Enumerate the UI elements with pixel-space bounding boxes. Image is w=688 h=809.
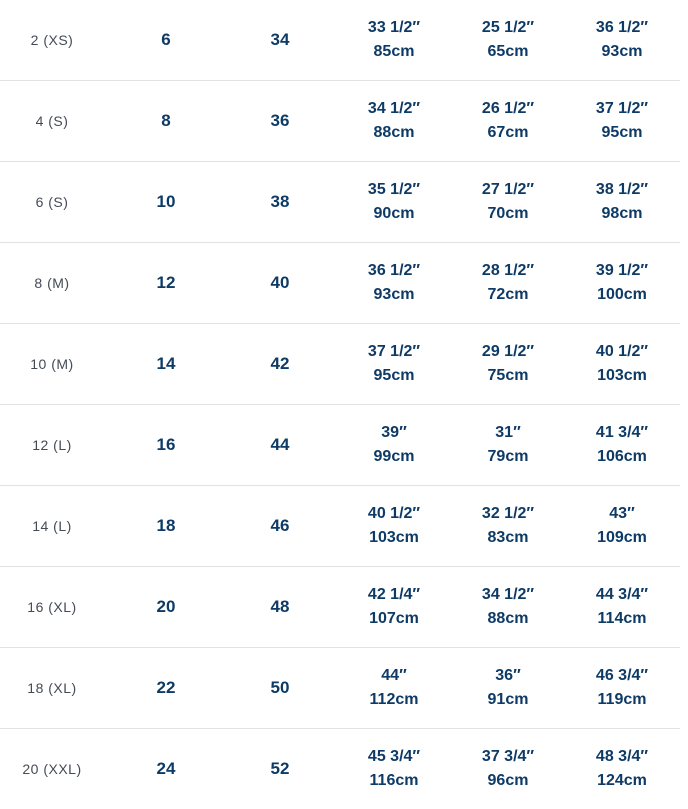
hip-inches: 37 1/2″ <box>595 100 649 117</box>
bust-measurement <box>344 0 444 80</box>
uk-size: 18 <box>156 516 176 535</box>
hip-inches: 46 3/4″ <box>595 667 649 684</box>
hip-measurement <box>572 405 672 485</box>
bust-inches: 39″ <box>381 424 407 441</box>
hip-inches: 48 3/4″ <box>595 748 649 765</box>
bust-cm: 112cm <box>369 691 419 708</box>
bust-measurement <box>344 405 444 485</box>
hip-cm: 114cm <box>597 610 647 627</box>
waist-cm: 72cm <box>487 286 529 303</box>
waist-measurement <box>458 162 558 242</box>
hip-cm: 93cm <box>601 43 643 60</box>
hip-inches: 41 3/4″ <box>595 424 649 441</box>
hip-inches: 39 1/2″ <box>595 262 649 279</box>
hip-measurement <box>572 243 672 323</box>
size-label: 18 (XL) <box>27 680 77 696</box>
waist-measurement <box>458 324 558 404</box>
waist-inches: 26 1/2″ <box>481 100 535 117</box>
size-label: 8 (M) <box>34 275 70 291</box>
waist-inches: 27 1/2″ <box>481 181 535 198</box>
bust-cm: 93cm <box>373 286 415 303</box>
waist-measurement <box>458 648 558 728</box>
bust-inches: 45 3/4″ <box>367 748 421 765</box>
waist-inches: 32 1/2″ <box>481 505 535 522</box>
bust-measurement <box>344 243 444 323</box>
hip-cm: 98cm <box>601 205 643 222</box>
table-row <box>0 243 680 324</box>
hip-measurement <box>572 486 672 566</box>
waist-measurement <box>458 243 558 323</box>
bust-inches: 42 1/4″ <box>367 586 421 603</box>
waist-measurement <box>458 0 558 80</box>
waist-inches: 34 1/2″ <box>481 586 535 603</box>
size-label: 10 (M) <box>30 356 74 372</box>
table-row <box>0 567 680 648</box>
eu-size: 34 <box>270 30 290 49</box>
uk-size: 22 <box>156 678 176 697</box>
eu-size: 36 <box>270 111 290 130</box>
hip-cm: 95cm <box>601 124 643 141</box>
table-row <box>0 162 680 243</box>
uk-size: 6 <box>161 30 171 49</box>
bust-measurement <box>344 162 444 242</box>
bust-measurement <box>344 567 444 647</box>
bust-cm: 90cm <box>373 205 415 222</box>
bust-measurement <box>344 81 444 161</box>
waist-inches: 37 3/4″ <box>481 748 535 765</box>
uk-size: 20 <box>156 597 176 616</box>
bust-measurement <box>344 648 444 728</box>
hip-inches: 36 1/2″ <box>595 19 649 36</box>
table-row <box>0 486 680 567</box>
bust-cm: 88cm <box>373 124 415 141</box>
bust-cm: 85cm <box>373 43 415 60</box>
bust-measurement <box>344 729 444 809</box>
waist-measurement <box>458 567 558 647</box>
hip-measurement <box>572 567 672 647</box>
waist-cm: 91cm <box>487 691 529 708</box>
bust-measurement <box>344 486 444 566</box>
bust-inches: 44″ <box>381 667 407 684</box>
uk-size: 16 <box>156 435 176 454</box>
bust-measurement <box>344 324 444 404</box>
waist-measurement <box>458 486 558 566</box>
waist-measurement <box>458 405 558 485</box>
waist-inches: 28 1/2″ <box>481 262 535 279</box>
eu-size: 44 <box>270 435 290 454</box>
waist-cm: 75cm <box>487 367 529 384</box>
table-row <box>0 81 680 162</box>
waist-measurement <box>458 81 558 161</box>
size-label: 2 (XS) <box>30 32 74 48</box>
waist-cm: 83cm <box>487 529 529 546</box>
bust-cm: 95cm <box>373 367 415 384</box>
size-label: 6 (S) <box>35 194 69 210</box>
hip-cm: 119cm <box>597 691 647 708</box>
bust-inches: 36 1/2″ <box>367 262 421 279</box>
waist-cm: 67cm <box>487 124 529 141</box>
table-row <box>0 324 680 405</box>
eu-size: 38 <box>270 192 290 211</box>
hip-inches: 44 3/4″ <box>595 586 649 603</box>
waist-cm: 79cm <box>487 448 529 465</box>
bust-cm: 99cm <box>373 448 415 465</box>
waist-cm: 65cm <box>487 43 529 60</box>
hip-measurement <box>572 648 672 728</box>
waist-cm: 70cm <box>487 205 529 222</box>
eu-size: 42 <box>270 354 290 373</box>
hip-inches: 38 1/2″ <box>595 181 649 198</box>
bust-inches: 33 1/2″ <box>367 19 421 36</box>
size-label: 20 (XXL) <box>22 761 82 777</box>
eu-size: 46 <box>270 516 290 535</box>
bust-cm: 116cm <box>369 772 419 789</box>
hip-cm: 106cm <box>597 448 647 465</box>
eu-size: 50 <box>270 678 290 697</box>
bust-cm: 103cm <box>369 529 419 546</box>
hip-measurement <box>572 729 672 809</box>
hip-cm: 124cm <box>597 772 647 789</box>
table-row <box>0 0 680 81</box>
hip-cm: 100cm <box>597 286 647 303</box>
hip-cm: 109cm <box>597 529 647 546</box>
uk-size: 24 <box>156 759 176 778</box>
waist-cm: 88cm <box>487 610 529 627</box>
waist-inches: 31″ <box>495 424 521 441</box>
hip-inches: 43″ <box>609 505 635 522</box>
uk-size: 12 <box>156 273 176 292</box>
hip-cm: 103cm <box>597 367 647 384</box>
size-label: 14 (L) <box>32 518 72 534</box>
waist-measurement <box>458 729 558 809</box>
eu-size: 52 <box>270 759 290 778</box>
bust-inches: 37 1/2″ <box>367 343 421 360</box>
waist-cm: 96cm <box>487 772 529 789</box>
waist-inches: 29 1/2″ <box>481 343 535 360</box>
waist-inches: 25 1/2″ <box>481 19 535 36</box>
uk-size: 10 <box>156 192 176 211</box>
hip-measurement <box>572 324 672 404</box>
table-row <box>0 729 680 809</box>
size-label: 16 (XL) <box>27 599 77 615</box>
hip-measurement <box>572 81 672 161</box>
size-label: 12 (L) <box>32 437 72 453</box>
table-row <box>0 648 680 729</box>
waist-inches: 36″ <box>495 667 521 684</box>
bust-inches: 35 1/2″ <box>367 181 421 198</box>
bust-inches: 40 1/2″ <box>367 505 421 522</box>
hip-inches: 40 1/2″ <box>595 343 649 360</box>
eu-size: 48 <box>270 597 290 616</box>
uk-size: 8 <box>161 111 171 130</box>
size-label: 4 (S) <box>35 113 69 129</box>
hip-measurement <box>572 162 672 242</box>
hip-measurement <box>572 0 672 80</box>
bust-inches: 34 1/2″ <box>367 100 421 117</box>
eu-size: 40 <box>270 273 290 292</box>
bust-cm: 107cm <box>369 610 419 627</box>
uk-size: 14 <box>156 354 176 373</box>
table-row <box>0 405 680 486</box>
